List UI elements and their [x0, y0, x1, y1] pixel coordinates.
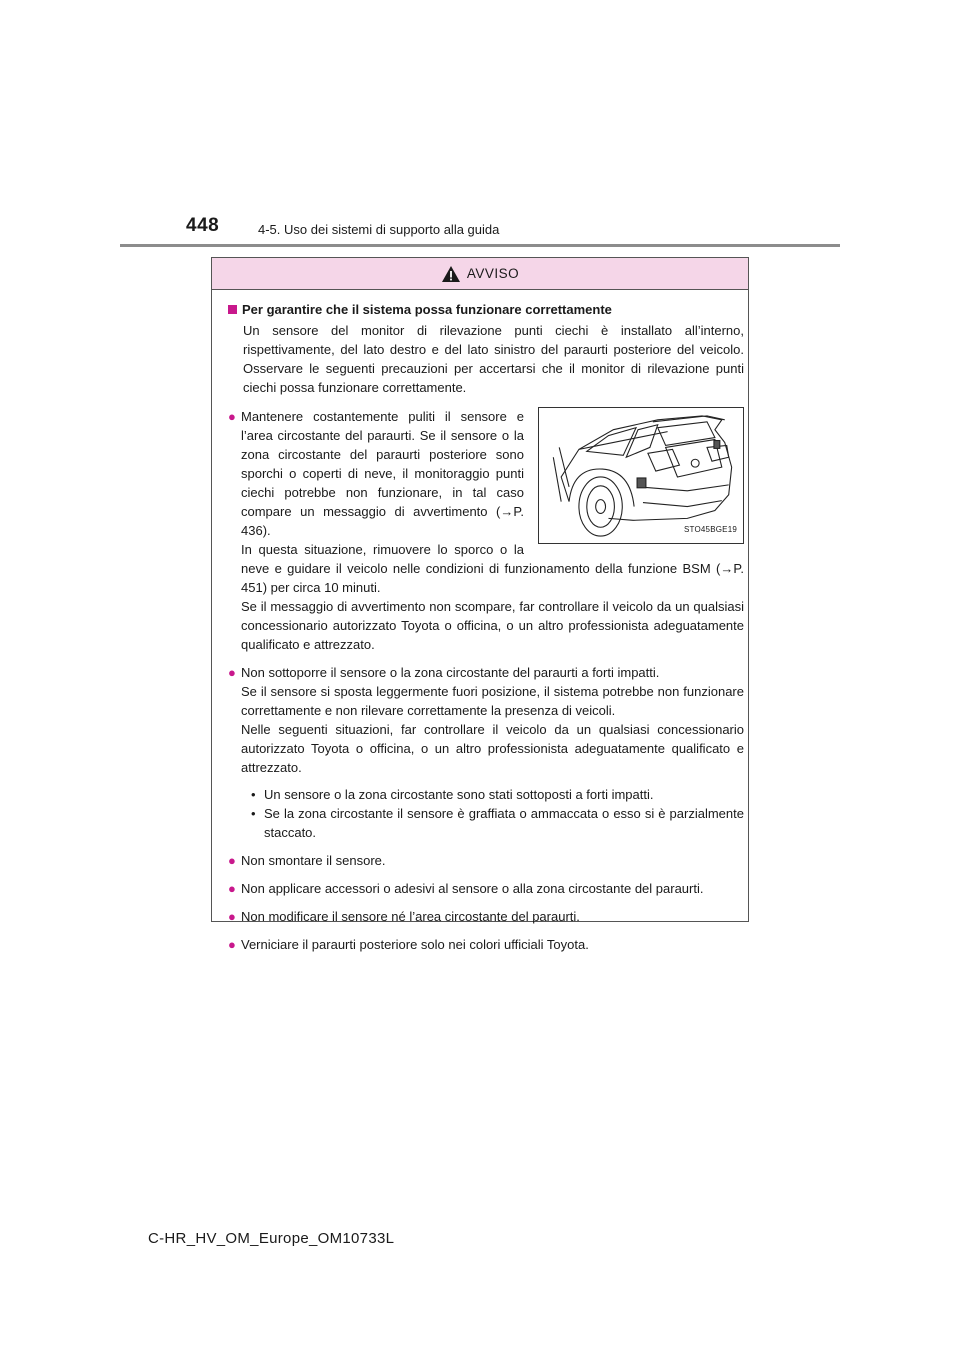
bullet-text: Non applicare accessori o adesivi al sensore o alla zona circostante del paraurti. — [241, 881, 704, 896]
bullet-text: Non smontare il sensore. — [241, 853, 386, 868]
warning-box — [211, 257, 749, 952]
sub-list-item — [251, 804, 744, 842]
sub-list-text: Se la zona circostante il sensore è graffiata o ammaccata o esso si è parzialmente staccato. — [264, 806, 744, 840]
bullet-text: Se il sensore si sposta leggermente fuori posizione, il sistema potrebbe non funzionare correttamente e non rilevare correttamente la presenza di veicoli. — [241, 684, 744, 718]
bullet-text: Verniciare il paraurti posteriore solo nei colori ufficiali Toyota. — [241, 937, 589, 952]
intro-paragraph: Un sensore del monitor di rilevazione punti ciechi è installato all’interno, rispettivamente, del lato destro e del lato sinistro del paraurti posteriore del veicolo. Osservare le seguenti precauzioni per accertarsi che il monitor di rilevazione punti ciechi possa funzionare correttamente. — [243, 323, 744, 395]
sub-bullet-icon: • — [251, 806, 256, 821]
sub-bullet-icon: • — [251, 787, 256, 802]
bullet-item — [228, 907, 744, 926]
bullet-dot-icon: ● — [228, 937, 236, 952]
page-number: 448 — [186, 215, 220, 236]
warning-header — [212, 258, 748, 290]
bullet-dot-icon: ● — [228, 409, 236, 424]
bullet-dot-icon: ● — [228, 909, 236, 924]
bullet-text: Mantenere costantemente puliti il sensore e l’area circostante del paraurti. Se il sensore o la zona circostante del paraurti posteriore sono sporchi o coperti di neve, il monitoraggio punti ciechi potrebbe non funzionare, in tal caso compare un messaggio di avvertimento (→P. 436). — [241, 409, 524, 538]
square-bullet-icon — [228, 305, 237, 314]
bullet-text: Non modificare il sensore né l’area circostante del paraurti. — [241, 909, 580, 924]
bullet-dot-icon: ● — [228, 853, 236, 868]
sub-list — [251, 785, 744, 842]
warning-subheading — [228, 300, 744, 319]
section-title: 4-5. Uso dei sistemi di supporto alla guida — [258, 222, 500, 237]
bullet-item — [228, 935, 744, 954]
warning-triangle-icon — [441, 265, 461, 283]
bullet-text: In questa situazione, rimuovere lo sporco o la neve e guidare il veicolo nelle condizioni di funzionamento della funzione BSM (→P. 451) per circa 10 minuti. — [241, 542, 744, 595]
subheading-text: Per garantire che il sistema possa funzionare correttamente — [242, 302, 612, 317]
bullet-dot-icon: ● — [228, 881, 236, 896]
warning-title: AVVISO — [466, 266, 520, 281]
warning-body — [228, 300, 744, 954]
bullet-item — [228, 851, 744, 870]
header-divider — [120, 244, 840, 247]
bullet-item — [228, 879, 744, 898]
bullet-text: Se il messaggio di avvertimento non scompare, far controllare il veicolo da un qualsiasi concessionario autorizzato Toyota o officina, o un altro professionista adeguatamente qualificato e attrezzato. — [241, 599, 744, 652]
sensor-location-figure — [538, 407, 744, 544]
figure-code: STO45BGE19 — [684, 525, 737, 534]
bullet-text: Non sottoporre il sensore o la zona circostante del paraurti a forti impatti. — [241, 665, 660, 680]
bullet-dot-icon: ● — [228, 665, 236, 680]
sub-list-text: Un sensore o la zona circostante sono stati sottoposti a forti impatti. — [264, 787, 654, 802]
bullet-item — [228, 407, 744, 654]
document-code: C-HR_HV_OM_Europe_OM10733L — [148, 1230, 395, 1247]
bullet-item — [228, 663, 744, 842]
bullet-text: Nelle seguenti situazioni, far controllare il veicolo da un qualsiasi concessionario autorizzato Toyota o officina, o un altro professionista adeguatamente qualificato e attrezzato. — [241, 722, 744, 775]
sub-list-item — [251, 785, 744, 804]
